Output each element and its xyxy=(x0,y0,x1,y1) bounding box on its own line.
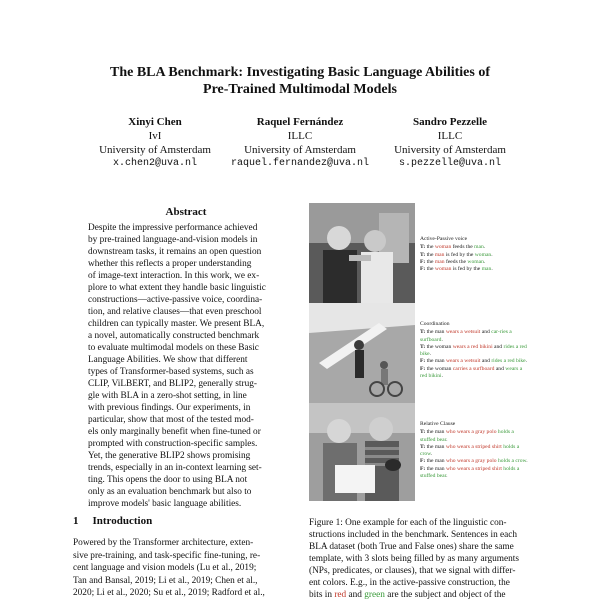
sentence-text: and xyxy=(480,358,492,365)
sentence-green-slot: rides a red bike xyxy=(420,343,527,358)
sentence-text: the man xyxy=(426,465,446,472)
abstract-line: Despite the impressive performance achieved xyxy=(88,223,258,233)
abstract-line: constructions—active-passive voice, coordina- xyxy=(88,295,263,305)
sentence-text: the xyxy=(426,258,435,265)
figure-caption xyxy=(309,517,531,601)
abstract-line: prompted with construction-specific samples. xyxy=(88,439,258,449)
sentence-green-slot: car-ries a surfboard xyxy=(420,329,512,343)
author-affiliation: ILLC xyxy=(287,130,313,142)
abstract-line: improve models' basic language abilities. xyxy=(88,499,242,509)
caption-text: and xyxy=(346,590,365,600)
sentence-text: the man xyxy=(426,429,446,436)
sentence-text: the man xyxy=(426,358,446,365)
abstract-line: with previous findings. Our experiments, in xyxy=(88,403,251,413)
sentence-text: . xyxy=(429,351,432,358)
caption-line: (NPs, predicates, or clauses), that we signal with differ- xyxy=(309,566,516,576)
author-affiliation: University of Amsterdam xyxy=(99,144,211,156)
abstract-line: els only marginally benefit when fine-tuned or xyxy=(88,427,261,437)
abstract-line: plore to what extent they handle basic linguistic xyxy=(88,283,266,293)
sentence-text: the man xyxy=(426,329,446,336)
introduction-line: cent language and vision models (Lu et al., 2019; xyxy=(73,563,257,573)
panel-sentence xyxy=(420,466,528,481)
sentence-text: the woman xyxy=(426,365,453,372)
sentence-red-slot: who wears a gray polo xyxy=(445,429,497,436)
abstract-line: types of Transformer-based systems, such as xyxy=(88,367,254,377)
sentence-text: feeds the xyxy=(451,244,475,251)
sentence-text: . xyxy=(483,244,486,251)
author-3 xyxy=(365,115,535,171)
sentence-text: is fed by the xyxy=(444,251,475,258)
abstract-line: only as an evaluation benchmark but also to xyxy=(88,487,252,497)
sentence-green-slot: holds a crow xyxy=(498,458,527,465)
sentence-green-slot: woman xyxy=(474,251,492,258)
sentence-text: . xyxy=(441,336,443,343)
sentence-text: the xyxy=(426,251,435,258)
sentence-text: and xyxy=(494,365,506,372)
sentence-green-slot: woman xyxy=(467,258,484,265)
caption-line: BLA dataset (both True and False ones) share the same xyxy=(309,542,514,552)
author-affiliation: IvI xyxy=(148,130,162,142)
sentence-text: and xyxy=(480,329,492,336)
author-affiliation: University of Amsterdam xyxy=(394,144,506,156)
panel-sentence xyxy=(420,266,528,273)
sentence-green-slot: rides a red bike xyxy=(491,358,526,365)
sentence-text: feeds the xyxy=(444,258,468,265)
sentence-red-slot: man xyxy=(434,251,445,258)
sentence-red-slot: wears a wetsuit xyxy=(445,329,481,336)
introduction-body xyxy=(73,537,298,600)
abstract-line: ting. This opens the door to using BLA not xyxy=(88,475,248,485)
figure-panel-relative-clause xyxy=(309,403,529,501)
abstract-heading: Abstract xyxy=(165,206,207,218)
section-number: 1 xyxy=(73,515,79,527)
sentence-green-slot: man xyxy=(481,266,492,273)
caption-green-word: green xyxy=(364,590,385,600)
sentence-green-slot: holds a crow xyxy=(420,443,520,458)
panel-sentence xyxy=(420,244,528,251)
sentence-text: . xyxy=(446,473,448,480)
sentence-text: the man xyxy=(426,443,446,450)
sentence-label: F: xyxy=(420,258,426,265)
paper-title-line-1: The BLA Benchmark: Investigating Basic Language Abilities of xyxy=(110,65,490,80)
panel-text-active-passive xyxy=(420,236,528,273)
abstract-line: by pre-trained language-and-vision models in xyxy=(88,235,258,245)
sentence-label: F: xyxy=(420,458,426,465)
panel-sentence xyxy=(420,429,528,444)
figure-panel-coordination xyxy=(309,303,529,403)
sentence-label: F: xyxy=(420,465,426,472)
introduction-line: 2020; Li et al., 2020; Su et al., 2019; Radford et al., xyxy=(73,588,265,598)
author-2 xyxy=(215,115,385,171)
caption-line: ent colors. E.g., in the active-passive construction, the xyxy=(309,578,510,588)
abstract-line: particular, show that most of the tested mod- xyxy=(88,415,254,425)
photo-woman-feeds-man xyxy=(309,203,415,303)
panel-sentence xyxy=(420,358,528,365)
sentence-label: F: xyxy=(420,365,426,372)
panel-sentence xyxy=(420,252,528,259)
caption-line: structions included in the benchmark. Sentences in each xyxy=(309,530,518,540)
figure-panel-active-passive xyxy=(309,203,529,303)
panel-sentence xyxy=(420,344,528,359)
section-title: Introduction xyxy=(92,515,153,527)
sentence-label: T: xyxy=(420,343,426,350)
caption-red-word: red xyxy=(334,590,347,600)
sentence-text: . xyxy=(483,258,486,265)
abstract-line: downstream tasks, it remains an open question xyxy=(88,247,262,257)
sentence-red-slot: woman xyxy=(434,266,452,273)
sentence-label: T: xyxy=(420,329,426,336)
sentence-text: the man xyxy=(426,458,446,465)
paper-title xyxy=(0,64,600,98)
photo-beach-surfboard xyxy=(309,303,415,403)
sentence-green-slot: holds a stuffed bear xyxy=(420,465,520,480)
panel-text-relative-clause xyxy=(420,421,528,480)
caption-line: template, with 3 slots being filled by as many arguments xyxy=(309,554,520,564)
abstract-line: tion, and relative clauses—that even preschool xyxy=(88,307,262,317)
panel-sentence xyxy=(420,444,528,459)
introduction-line: Powered by the Transformer architecture, exten- xyxy=(73,538,254,548)
sentence-label: T: xyxy=(420,443,426,450)
sentence-text: and xyxy=(492,343,504,350)
panel-sentence xyxy=(420,329,528,344)
author-email[interactable]: x.chen2@uva.nl xyxy=(112,158,197,169)
abstract-line: a novel, automatically constructed benchmark xyxy=(88,331,260,341)
sentence-text: is fed by the xyxy=(451,266,482,273)
sentence-text: . xyxy=(441,373,444,380)
abstract-line: whether this reflects a proper understanding xyxy=(88,259,252,269)
caption-text: bits in xyxy=(309,590,335,600)
sentence-green-slot: holds a stuffed bear xyxy=(420,429,514,443)
sentence-green-slot: man xyxy=(474,244,484,251)
sentence-text: . xyxy=(491,266,493,273)
abstract-line: Yet, the generative BLIP2 shows promising xyxy=(88,451,251,461)
sentence-text: the xyxy=(426,244,435,251)
sentence-text: . xyxy=(526,458,528,465)
caption-text: are the subject and object of the xyxy=(384,590,506,600)
sentence-label: T: xyxy=(420,251,426,258)
introduction-line: sive pre-training, and task-specific fine-tuning, re- xyxy=(73,550,261,561)
abstract-line: Language Abilities. We show that different xyxy=(88,355,248,365)
author-name: Xinyi Chen xyxy=(128,116,182,128)
caption-line: Figure 1: One example for each of the linguistic con- xyxy=(309,518,507,528)
abstract-line: of image-text interaction. In this work, we ex- xyxy=(88,271,260,281)
abstract-line: trends, especially in an in-context learning set- xyxy=(88,463,262,473)
abstract-body xyxy=(88,222,285,510)
sentence-label: T: xyxy=(420,429,426,436)
sentence-label: T: xyxy=(420,244,426,251)
abstract-line: gle with BLA in a zero-shot setting, in line xyxy=(88,391,247,401)
sentence-text: the woman xyxy=(426,343,453,350)
panel-header: Coordination xyxy=(420,321,450,327)
author-name: Sandro Pezzelle xyxy=(412,116,488,128)
panel-text-coordination xyxy=(420,321,528,380)
author-email[interactable]: raquel.fernandez@uva.nl xyxy=(230,158,370,169)
sentence-label: F: xyxy=(420,266,426,273)
photo-two-men-holding xyxy=(309,403,415,501)
author-email[interactable]: s.pezzelle@uva.nl xyxy=(398,158,502,169)
abstract-line: CLIP, ViLBERT, and BLIP2, generally strug- xyxy=(88,379,257,389)
sentence-red-slot: carries a surfboard xyxy=(452,365,495,372)
sentence-red-slot: who wears a gray polo xyxy=(445,458,497,465)
introduction-line: Tan and Bansal, 2019; Li et al., 2019; Chen et al., xyxy=(73,575,258,586)
author-affiliation: ILLC xyxy=(437,130,463,142)
sentence-red-slot: who wears a striped shirt xyxy=(445,443,502,450)
sentence-text: . xyxy=(446,436,448,443)
sentence-red-slot: who wears a striped shirt xyxy=(445,465,502,472)
author-affiliation: University of Amsterdam xyxy=(244,144,356,156)
panel-sentence xyxy=(420,458,528,465)
panel-header: Relative Clause xyxy=(420,421,456,427)
sentence-text: . xyxy=(491,251,493,258)
abstract-line: to evaluate multimodal models on these Basic xyxy=(88,343,259,353)
sentence-label: F: xyxy=(420,358,426,365)
author-name: Raquel Fernández xyxy=(256,116,344,128)
sentence-text: . xyxy=(430,451,433,458)
paper-title-line-2: Pre-Trained Multimodal Models xyxy=(203,82,397,97)
abstract-line: children can typically master. We present BLA, xyxy=(88,319,265,329)
sentence-green-slot: wears a red bikini xyxy=(420,365,523,380)
sentence-text: . xyxy=(525,358,528,365)
sentence-red-slot: man xyxy=(434,258,445,265)
sentence-red-slot: woman xyxy=(434,244,452,251)
section-heading-introduction xyxy=(73,515,152,527)
panel-sentence xyxy=(420,366,528,381)
caption-line xyxy=(309,589,531,601)
sentence-red-slot: wears a wetsuit xyxy=(445,358,481,365)
sentence-red-slot: wears a red bikini xyxy=(452,343,493,350)
panel-header: Active-Passive voice xyxy=(420,236,468,242)
sentence-text: the xyxy=(426,266,435,273)
